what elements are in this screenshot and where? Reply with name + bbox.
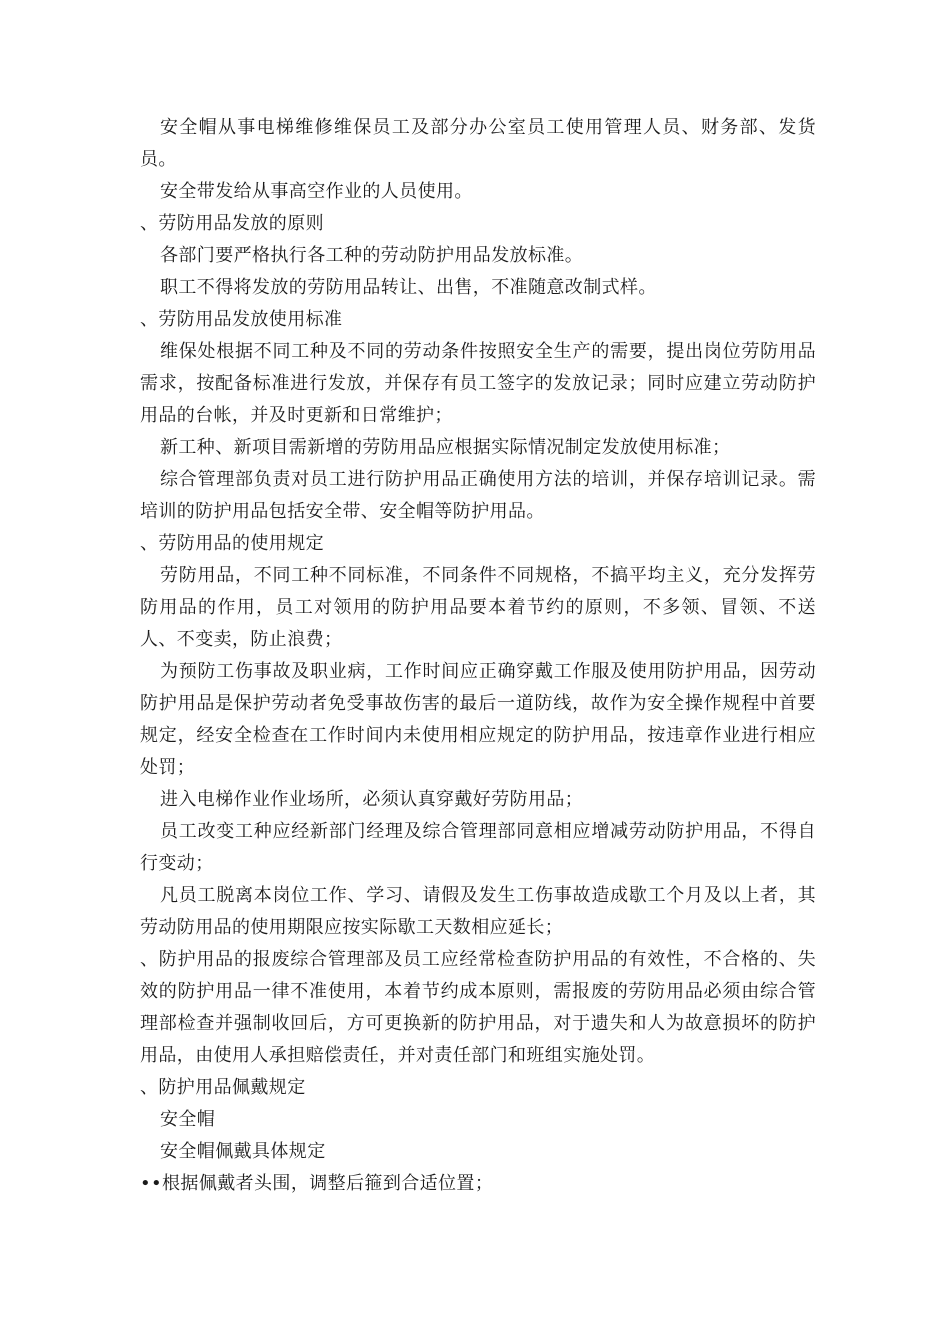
paragraph-leave-extension: 凡员工脱离本岗位工作、学习、请假及发生工伤事故造成歇工个月及以上者，其劳动防用品的使用期限应按实际歇工天数相应延长； [140, 885, 816, 938]
paragraph-department-standard: 各部门要严格执行各工种的劳动防护用品发放标准。 [160, 245, 584, 266]
paragraph-accident-prevention: 为预防工伤事故及职业病，工作时间应正确穿戴工作服及使用防护用品，因劳动防护用品是保护劳动者免受事故伤害的最后一道防线，故作为安全操作规程中首要规定，经安全检查在工作时间内未使用相应规定的防护用品，按违章作业进行相应处罚； [140, 661, 816, 778]
heading-usage-rules: 、劳防用品的使用规定 [140, 533, 324, 554]
paragraph-site-entry: 进入电梯作业作业场所，必须认真穿戴好劳防用品； [160, 789, 584, 810]
bullet-adjust-headband: ••根据佩戴者头围，调整后箍到合适位置； [140, 1173, 494, 1194]
paragraph-scrapping: 、防护用品的报废综合管理部及员工应经常检查防护用品的有效性，不合格的、失效的防护用品一律不准使用，本着节约成本原则，需报废的劳防用品必须由综合管理部检查并强制收回后，方可更换新的防护用品，对于遗失和人为故意损坏的防护用品，由使用人承担赔偿责任，并对责任部门和班组实施处罚。 [140, 949, 816, 1066]
paragraph-training: 综合管理部负责对员工进行防护用品正确使用方法的培训，并保存培训记录。需培训的防护用品包括安全带、安全帽等防护用品。 [140, 469, 816, 522]
paragraph-safety-belt-users: 安全带发给从事高空作业的人员使用。 [160, 181, 473, 202]
paragraph-job-change: 员工改变工种应经新部门经理及综合管理部同意相应增减劳动防护用品，不得自行变动； [140, 821, 816, 874]
heading-wearing-rules: 、防护用品佩戴规定 [140, 1077, 306, 1098]
paragraph-helmet-users: 安全帽从事电梯维修维保员工及部分办公室员工使用管理人员、财务部、发货员。 [140, 117, 816, 170]
document-body [140, 112, 816, 1200]
paragraph-new-jobs: 新工种、新项目需新增的劳防用品应根据实际情况制定发放使用标准； [160, 437, 731, 458]
subheading-helmet-rules: 安全帽佩戴具体规定 [160, 1141, 326, 1162]
heading-distribution-standard: 、劳防用品发放使用标准 [140, 309, 343, 330]
subheading-helmet: 安全帽 [160, 1109, 216, 1130]
paragraph-no-transfer: 职工不得将发放的劳防用品转让、出售，不准随意改制式样。 [160, 277, 657, 298]
paragraph-maintenance-requirements: 维保处根据不同工种及不同的劳动条件按照安全生产的需要，提出岗位劳防用品需求，按配备标准进行发放，并保存有员工签字的发放记录；同时应建立劳动防护用品的台帐，并及时更新和日常维护； [140, 341, 816, 426]
heading-distribution-principle: 、劳防用品发放的原则 [140, 213, 324, 234]
paragraph-economy-principle: 劳防用品，不同工种不同标准，不同条件不同规格，不搞平均主义，充分发挥劳防用品的作用，员工对领用的防护用品要本着节约的原则，不多领、冒领、不送人、不变卖，防止浪费； [140, 565, 816, 650]
